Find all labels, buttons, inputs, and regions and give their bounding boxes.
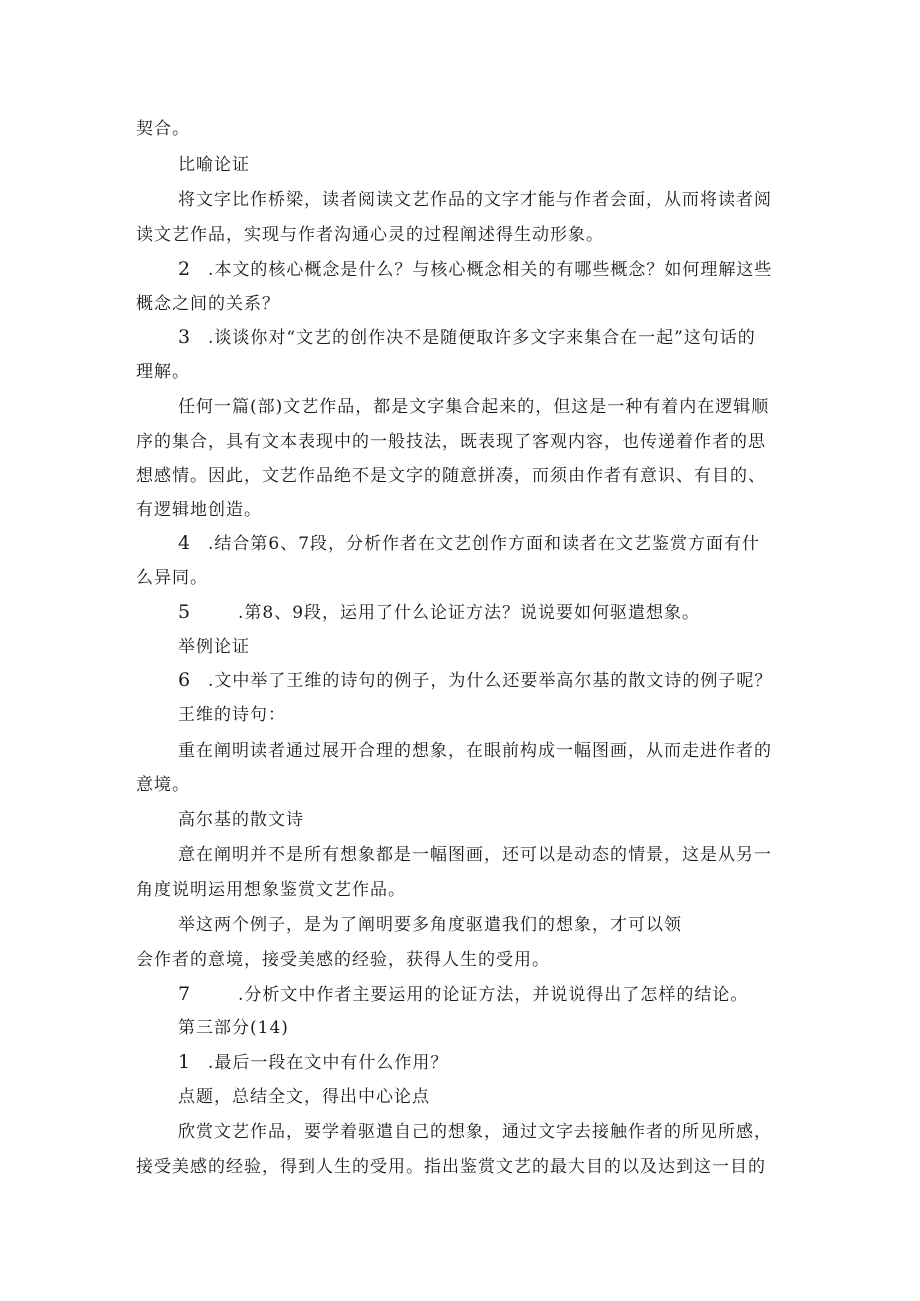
text-line: 概念之间的关系？ bbox=[136, 294, 280, 314]
question-number: 1 bbox=[178, 1051, 192, 1073]
question-number: 6 bbox=[178, 669, 192, 691]
question-line bbox=[178, 1051, 838, 1074]
text-line: 王维的诗句： bbox=[178, 705, 286, 725]
section-heading: 第三部分(14) bbox=[178, 1018, 289, 1038]
text-line: 读文艺作品，实现与作者沟通心灵的过程阐述得生动形象。 bbox=[136, 225, 604, 245]
question-number: 3 bbox=[178, 326, 192, 348]
question-line bbox=[178, 669, 838, 692]
text-line: 么异同。 bbox=[136, 568, 208, 588]
question-text: .最后一段在文中有什么作用？ bbox=[208, 1053, 449, 1073]
question-line bbox=[178, 258, 838, 281]
text-line: 任何一篇(部)文艺作品，都是文字集合起来的，但这是一种有着内在逻辑顺 bbox=[178, 397, 770, 417]
text-line: 接受美感的经验，得到人生的受用。指出鉴赏文艺的最大目的以及达到这一目的 bbox=[136, 1157, 766, 1177]
text-line: 重在阐明读者通过展开合理的想象，在眼前构成一幅图画，从而走进作者的 bbox=[178, 741, 772, 761]
question-line bbox=[178, 532, 838, 555]
question-number: 5 bbox=[178, 601, 192, 623]
text-line: 意在阐明并不是所有想象都是一幅图画，还可以是动态的情景，这是从另一 bbox=[178, 845, 772, 865]
question-line bbox=[178, 326, 838, 349]
text-line: 将文字比作桥梁，读者阅读文艺作品的文字才能与作者会面，从而将读者阅 bbox=[178, 190, 772, 210]
question-number: 4 bbox=[178, 532, 192, 554]
text-line: 意境。 bbox=[136, 775, 190, 795]
text-line: 点题，总结全文，得出中心论点 bbox=[178, 1087, 430, 1107]
question-line bbox=[178, 983, 838, 1006]
text-line: 举这两个例子，是为了阐明要多角度驱遣我们的想象，才可以领 bbox=[178, 915, 682, 935]
question-number: 7 bbox=[178, 983, 192, 1005]
question-text: .第8、9段，运用了什么论证方法？说说要如何驱遣想象。 bbox=[238, 603, 701, 623]
text-line: 想感情。因此，文艺作品绝不是文字的随意拼凑，而须由作者有意识、有目的、 bbox=[136, 466, 766, 486]
text-line: 序的集合，具有文本表现中的一般技法，既表现了客观内容，也传递着作者的思 bbox=[136, 432, 766, 452]
text-line: 会作者的意境，接受美感的经验，获得人生的受用。 bbox=[136, 950, 550, 970]
question-number: 2 bbox=[178, 258, 192, 280]
question-text: .本文的核心概念是什么？与核心概念相关的有哪些概念？如何理解这些 bbox=[208, 260, 773, 280]
text-line: 角度说明运用想象鉴赏文艺作品。 bbox=[136, 880, 406, 900]
text-line: 有逻辑地创造。 bbox=[136, 500, 262, 520]
question-text: .谈谈你对“文艺的创作决不是随便取许多文字来集合在一起”这句话的 bbox=[208, 328, 756, 348]
question-text: .结合第6、7段，分析作者在文艺创作方面和读者在文艺鉴赏方面有什 bbox=[208, 534, 761, 554]
text-line: 理解。 bbox=[136, 362, 190, 382]
section-heading: 举例论证 bbox=[178, 637, 250, 657]
section-heading: 高尔基的散文诗 bbox=[178, 810, 304, 830]
text-line: 契合。 bbox=[136, 119, 190, 139]
question-text: .文中举了王维的诗句的例子，为什么还要举高尔基的散文诗的例子呢？ bbox=[208, 671, 773, 691]
section-heading: 比喻论证 bbox=[178, 155, 250, 175]
question-line bbox=[178, 601, 838, 624]
question-text: .分析文中作者主要运用的论证方法，并说说得出了怎样的结论。 bbox=[238, 985, 749, 1005]
text-line: 欣赏文艺作品，要学着驱遣自己的想象，通过文字去接触作者的所见所感， bbox=[178, 1122, 772, 1142]
